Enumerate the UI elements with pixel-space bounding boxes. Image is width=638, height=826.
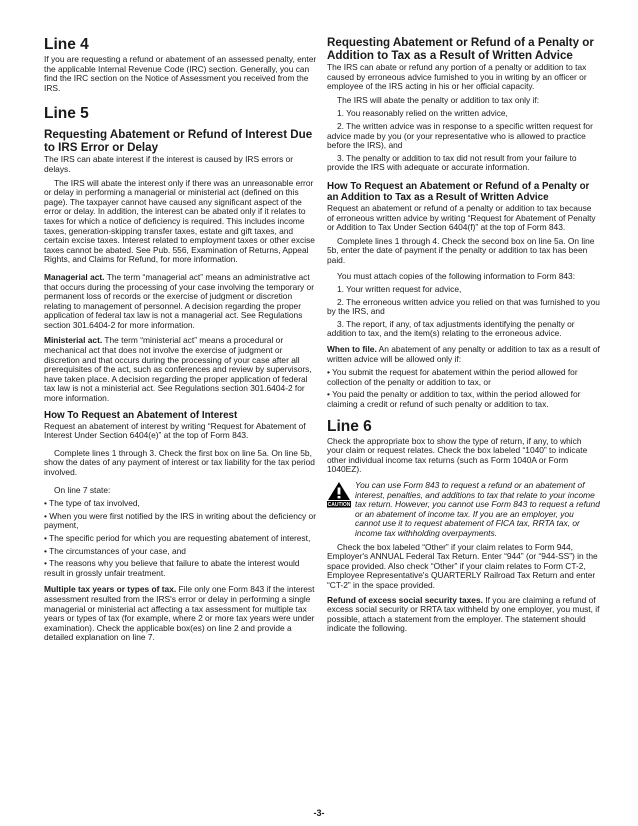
abatement-interest-p2: The IRS will abate the interest only if there was an unreasonable error or delay in performing a managerial or ministerial act (defined on this page). The taxpayer cannot have caused any significant aspect of the error or delay. In addition, the interest can be abated only if it relates to taxes for which a notice of deficiency is required. This includes income taxes, generation-skipping transfer taxes, estate and gift taxes, and certain excise taxes. Interest related to employment taxes or other excise taxes cannot be abated. See Pub. 556, Examination of Returns, Appeal Rights, and Claims for Refund, for more information. bbox=[44, 177, 315, 265]
written-advice-p2: The IRS will abate the penalty or addition to tax only if: bbox=[337, 94, 540, 105]
how-interest-heading: How To Request an Abatement of Interest bbox=[44, 409, 238, 421]
line6-heading: Line 6 bbox=[327, 417, 372, 435]
attach-intro: You must attach copies of the following information to Form 843: bbox=[337, 270, 576, 281]
refund-text: If you are claiming a refund of excess social security or RRTA tax withheld by one employer, you must, if possible, attach a statement from the employer. The statement should indicate the following. bbox=[327, 594, 600, 634]
written-advice-heading: Requesting Abatement or Refund of a Penalty or Addition to Tax as a Result of Written Advice bbox=[327, 36, 594, 62]
line7-item: • The circumstances of your case, and bbox=[44, 545, 186, 556]
line4-heading: Line 4 bbox=[44, 36, 89, 53]
left-column bbox=[44, 36, 320, 647]
page-number: -3- bbox=[313, 808, 325, 818]
line4-text: If you are requesting a refund or abatement of an assessed penalty, enter the applicable Internal Revenue Code (IRC) section. Generally, you can find the IRC section on the Notice of Assessment you received from the IRS. bbox=[44, 54, 317, 93]
line6-p2: Check the box labeled “Other” if your claim relates to Form 944, Employer's ANNUAL Federal Tax Return. Enter “944” (or “944-SS”) in the space provided. Also check “Other” if your claim relates to Form CT-2, Employee Representative's QUARTERLY Railroad Tax Return and enter “CT-2” in the space provided. bbox=[327, 541, 598, 590]
line7-item: • The type of tax involved, bbox=[44, 498, 140, 509]
attach-item: 2. The erroneous written advice you relied on that was furnished to you by the IRS, and bbox=[327, 296, 600, 317]
how-penalty-heading: How To Request an Abatement or Refund of a Penalty or an Addition to Tax as a Result of Written Advice bbox=[327, 180, 590, 203]
ministerial-term: Ministerial act. bbox=[44, 335, 103, 346]
condition-item: 3. The penalty or addition to tax did not result from your failure to provide the IRS with adequate or accurate information. bbox=[327, 152, 577, 173]
right-column bbox=[327, 36, 600, 638]
condition-item: 1. You reasonably relied on the written advice, bbox=[337, 108, 508, 119]
when-text: An abatement of any penalty or addition to tax as a result of written advice will be allowed only if: bbox=[327, 344, 600, 364]
when-term: When to file. bbox=[327, 344, 377, 355]
when-item: • You submit the request for abatement within the period allowed for collection of the penalty or addition to tax, or bbox=[327, 367, 578, 387]
attach-item: 3. The report, if any, of tax adjustments identifying the penalty or addition to tax, and the item(s) relating to the erroneous advice. bbox=[327, 318, 575, 339]
caution-label: CAUTION bbox=[327, 502, 351, 508]
abatement-interest-heading: Requesting Abatement or Refund of Interest Due to IRS Error or Delay bbox=[44, 128, 313, 155]
caution-note bbox=[327, 481, 600, 539]
how-penalty-p2: Complete lines 1 through 4. Check the second box on line 5a. On line 5b, enter the date of payment if the penalty or addition to tax has been paid. bbox=[327, 235, 595, 265]
when-item: • You paid the penalty or addition to tax, within the period allowed for claiming a credit or refund of such penalty or addition to tax. bbox=[327, 389, 581, 410]
abatement-interest-p1: The IRS can abate interest if the interest is caused by IRS errors or delays. bbox=[44, 154, 294, 174]
caution-icon bbox=[327, 481, 351, 508]
attach-item: 1. Your written request for advice, bbox=[337, 284, 462, 295]
line7-item: • The specific period for which you are requesting abatement of interest, bbox=[44, 532, 311, 543]
line7-item: • When you were first notified by the IRS in writing about the deficiency or payment, bbox=[44, 510, 316, 531]
ministerial-text: The term “ministerial act” means a procedural or mechanical act that does not involve the exercise of judgment or discretion and that occurs during the processing of your case after all prerequisites of the act, such as conferences and review by supervisors, have taken place. A decision regarding the proper application of federal tax law is not a ministerial act. See Regulations section 301.6404-2 for more information. bbox=[44, 335, 312, 404]
how-interest-p2: Complete lines 1 through 3. Check the first box on line 5a. On line 5b, show the dates of any payment of interest or tax liability for the tax period involved. bbox=[44, 447, 315, 477]
managerial-act-paragraph bbox=[44, 273, 320, 331]
how-interest-p1: Request an abatement of interest by writing “Request for Abatement of Interest Under Section 6404(e)” at the top of Form 843. bbox=[44, 420, 306, 441]
multiple-text: File only one Form 843 if the interest assessment resulted from the IRS's error or delay in performing a single managerial or ministerial act affecting a tax assessment for multiple tax years or types of tax (for example, where 2 or more tax years were under examination). Check the applicable box(es) on line 2 and provide a detailed explanation on line 7. bbox=[44, 584, 315, 643]
condition-item: 2. The written advice was in response to a specific written request for advice made by you (or your representative who is allowed to practice before the IRS), and bbox=[327, 120, 593, 151]
refund-term: Refund of excess social security taxes. bbox=[327, 594, 483, 605]
line7-item: • The reasons why you believe that failure to abate the interest would result in grossly unfair treatment. bbox=[44, 558, 300, 578]
caution-text: You can use Form 843 to request a refund or an abatement of interest, penalties, and additions to tax that relate to your income tax return. However, you cannot use Form 843 to request a refund or an abatement of income tax. If you are an employer, you cannot use it to request abatement of FICA tax, RRTA tax, or income tax withholding overpayments. bbox=[355, 480, 600, 538]
refund-paragraph bbox=[327, 596, 600, 634]
multiple-term: Multiple tax years or types of tax. bbox=[44, 584, 177, 595]
multiple-tax-paragraph bbox=[44, 585, 320, 643]
managerial-term: Managerial act. bbox=[44, 271, 105, 282]
managerial-text: The term “managerial act” means an administrative act that occurs during the processing of your case involving the temporary or permanent loss of records or the exercise of judgment or discretion relating to management of personnel. A decision regarding the proper application of federal tax law is not a managerial act. See Regulations section 301.6404-2 for more information. bbox=[44, 271, 314, 330]
line5-heading: Line 5 bbox=[44, 105, 89, 123]
how-penalty-p1: Request an abatement or refund of a penalty or addition to tax because of erroneous written advice by writing “Request for Abatement of Penalty or Addition to Tax Under Section 6404(f)” at the top of Form 843. bbox=[327, 202, 596, 233]
line7-intro: On line 7 state: bbox=[54, 484, 111, 495]
ministerial-act-paragraph bbox=[44, 336, 320, 403]
line6-p1: Check the appropriate box to show the type of return, if any, to which your claim or request relates. Check the box labeled “1040” to indicate other individual income tax returns (such as Form 1040A or Form 1040EZ). bbox=[327, 435, 588, 475]
when-to-file-paragraph bbox=[327, 345, 600, 364]
written-advice-p1: The IRS can abate or refund any portion of a penalty or addition to tax caused by erroneous advice furnished to you in writing by an officer or employee of the IRS acting in his or her official capacity. bbox=[327, 62, 587, 92]
